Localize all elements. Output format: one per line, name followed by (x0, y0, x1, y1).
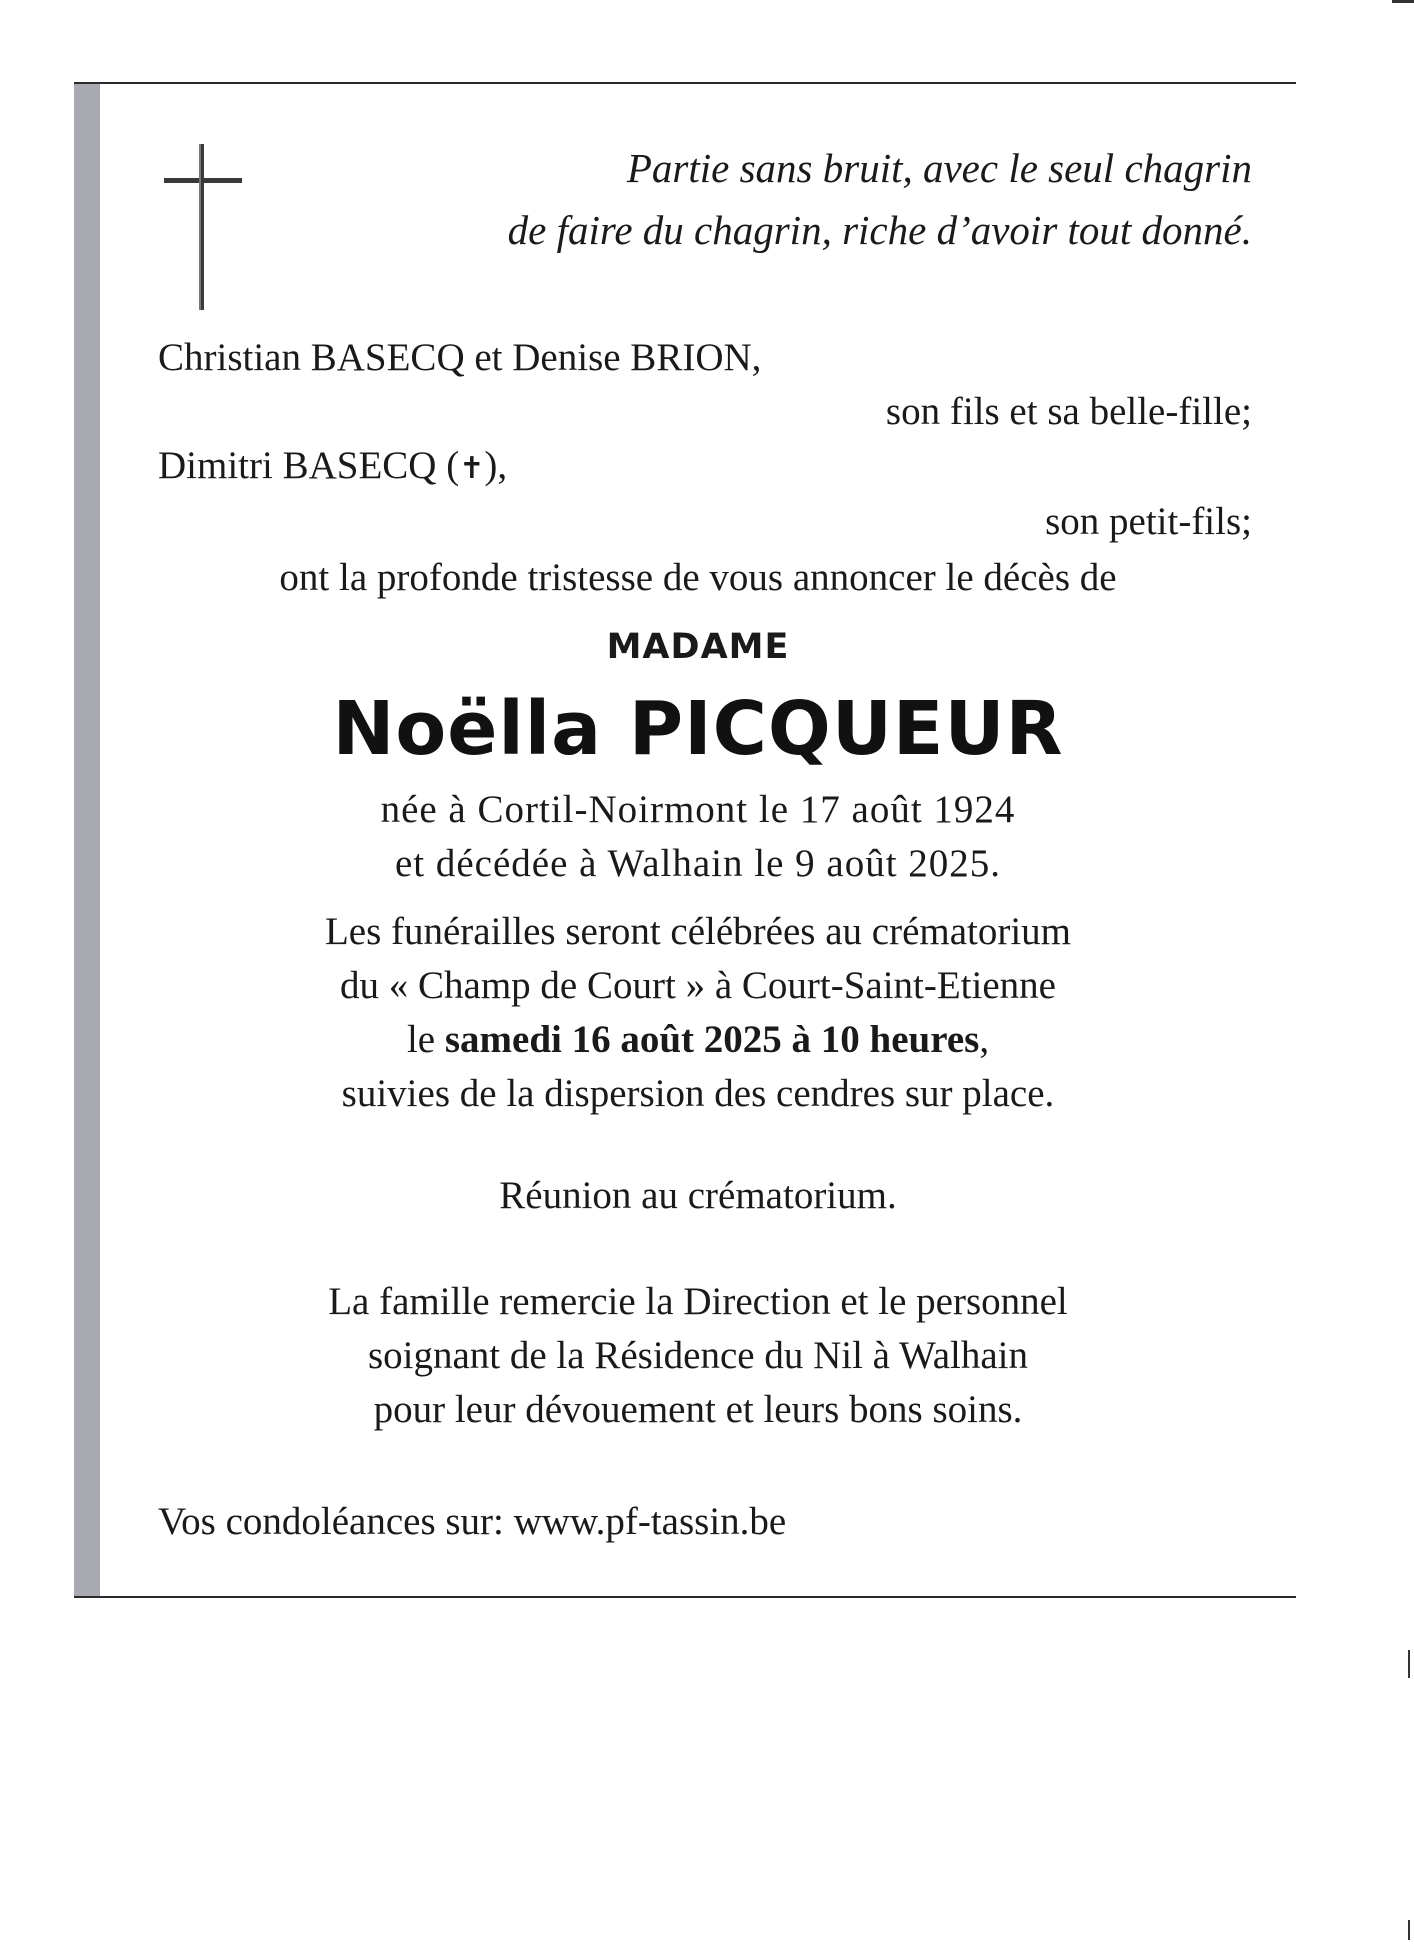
meeting-info: Réunion au crématorium. (499, 1174, 897, 1217)
funeral-date-prefix: le (406, 1018, 445, 1061)
family-member-2-name: Dimitri BASECQ ( (158, 444, 460, 487)
thanks-line-1: La famille remercie la Direction et le personnel (328, 1280, 1068, 1323)
deceased-cross-icon: ✝ (459, 451, 485, 486)
epigraph-line-1: Partie sans bruit, avec le seul chagrin (626, 145, 1252, 191)
deceased-name: Noëlla PICQUEUR (332, 686, 1064, 772)
funeral-date: samedi 16 août 2025 à 10 heures (444, 1018, 980, 1061)
family-relation-2: son petit-fils; (1045, 500, 1252, 543)
funeral-line-2: du « Champ de Court » à Court-Saint-Etienne (340, 964, 1056, 1007)
civility: MADAME (606, 627, 790, 667)
thanks-line-2: soignant de la Résidence du Nil à Walhain (367, 1334, 1029, 1377)
cross-icon (164, 144, 242, 310)
epigraph-line-2: de faire du chagrin, riche d’avoir tout donné. (507, 207, 1252, 253)
funeral-date-suffix: , (979, 1018, 990, 1061)
top-rule (74, 82, 1296, 84)
funeral-line-1: Les funérailles seront célébrées au crématorium (324, 910, 1072, 953)
death-info: et décédée à Walhain le 9 août 2025. (394, 842, 1002, 885)
death-notice (74, 82, 1296, 1598)
funeral-line-4: suivies de la dispersion des cendres sur place. (341, 1072, 1055, 1115)
family-member-1: Christian BASECQ et Denise BRION, (158, 336, 762, 379)
thanks-line-3: pour leur dévouement et leurs bons soins. (373, 1388, 1023, 1431)
scan-mark-side (1408, 1650, 1410, 1678)
condolences-link[interactable]: Vos condoléances sur: www.pf-tassin.be (158, 1500, 787, 1543)
side-bar (74, 84, 100, 1596)
family-member-2-suffix: ), (484, 444, 508, 487)
scan-mark-top (1392, 0, 1414, 3)
funeral-line-3 (100, 1020, 1296, 1059)
birth-info: née à Cortil-Noirmont le 17 août 1924 (380, 788, 1016, 831)
family-member-2 (158, 446, 507, 485)
announcement: ont la profonde tristesse de vous annoncer le décès de (279, 556, 1117, 599)
scan-mark-side (1408, 1920, 1410, 1940)
family-relation-1: son fils et sa belle-fille; (885, 390, 1252, 433)
bottom-rule (74, 1596, 1296, 1598)
